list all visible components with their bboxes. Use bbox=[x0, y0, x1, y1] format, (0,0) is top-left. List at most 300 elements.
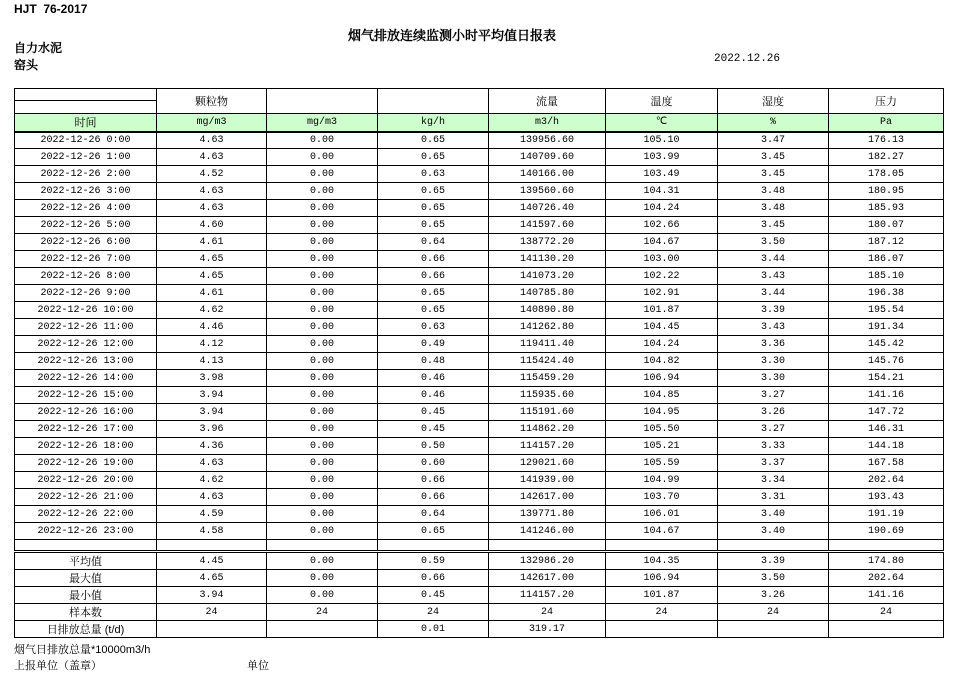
cell-value: 0.00 bbox=[267, 523, 378, 540]
cell-value: 3.33 bbox=[718, 438, 829, 455]
cell-value: 4.58 bbox=[157, 523, 267, 540]
reporting-unit-label: 上报单位（盖章） bbox=[14, 660, 102, 672]
cell-time: 2022-12-26 16:00 bbox=[15, 404, 157, 421]
cell-value: 3.27 bbox=[718, 387, 829, 404]
cell-value: 4.65 bbox=[157, 268, 267, 285]
cell-value: 24 bbox=[378, 604, 489, 621]
cell-value: 0.50 bbox=[378, 438, 489, 455]
table-row bbox=[15, 506, 944, 523]
cell-time: 2022-12-26 1:00 bbox=[15, 149, 157, 166]
empty-cell bbox=[267, 540, 378, 551]
cell-value: 138772.20 bbox=[489, 234, 606, 251]
cell-value: 114862.20 bbox=[489, 421, 606, 438]
cell-value: 0.00 bbox=[267, 553, 378, 570]
table-row bbox=[15, 523, 944, 540]
cell-value: 102.91 bbox=[606, 285, 718, 302]
cell-value: 3.43 bbox=[718, 319, 829, 336]
cell-value: 0.45 bbox=[378, 421, 489, 438]
empty-cell bbox=[489, 540, 606, 551]
cell-value: 115424.40 bbox=[489, 353, 606, 370]
cell-value: 0.63 bbox=[378, 166, 489, 183]
cell-value: 104.31 bbox=[606, 183, 718, 200]
cell-value: 0.66 bbox=[378, 489, 489, 506]
summary-label: 平均值 bbox=[15, 553, 157, 570]
cell-value: 0.00 bbox=[267, 489, 378, 506]
cell-value: 103.99 bbox=[606, 149, 718, 166]
column-group-header-pm: 颗粒物 bbox=[157, 89, 267, 114]
summary-label: 最小值 bbox=[15, 587, 157, 604]
cell-value: 106.94 bbox=[606, 370, 718, 387]
cell-value: 0.00 bbox=[267, 472, 378, 489]
cell-value: 0.00 bbox=[267, 438, 378, 455]
cell-value: 101.87 bbox=[606, 587, 718, 604]
cell-time: 2022-12-26 13:00 bbox=[15, 353, 157, 370]
cell-time: 2022-12-26 11:00 bbox=[15, 319, 157, 336]
cell-value: 0.49 bbox=[378, 336, 489, 353]
cell-value: 115191.60 bbox=[489, 404, 606, 421]
cell-value: 132986.20 bbox=[489, 553, 606, 570]
cell-value: 3.27 bbox=[718, 421, 829, 438]
cell-value: 103.49 bbox=[606, 166, 718, 183]
cell-time: 2022-12-26 9:00 bbox=[15, 285, 157, 302]
cell-time: 2022-12-26 15:00 bbox=[15, 387, 157, 404]
table-row bbox=[15, 302, 944, 319]
cell-value: 114157.20 bbox=[489, 587, 606, 604]
table-row bbox=[15, 285, 944, 302]
cell-value: 0.60 bbox=[378, 455, 489, 472]
blank-row bbox=[15, 540, 944, 551]
cell-value: 3.36 bbox=[718, 336, 829, 353]
cell-value: 4.61 bbox=[157, 285, 267, 302]
cell-value: 3.96 bbox=[157, 421, 267, 438]
cell-value: 0.65 bbox=[378, 132, 489, 149]
cell-value: 101.87 bbox=[606, 302, 718, 319]
cell-value: 0.63 bbox=[378, 319, 489, 336]
cell-value: 104.85 bbox=[606, 387, 718, 404]
cell-value bbox=[267, 621, 378, 638]
cell-value: 3.31 bbox=[718, 489, 829, 506]
column-group-row bbox=[15, 89, 944, 114]
cell-value: 3.26 bbox=[718, 404, 829, 421]
cell-value: 115935.60 bbox=[489, 387, 606, 404]
cell-time: 2022-12-26 2:00 bbox=[15, 166, 157, 183]
table-row bbox=[15, 336, 944, 353]
cell-value: 104.24 bbox=[606, 336, 718, 353]
unit-header-row bbox=[15, 114, 944, 132]
cell-value: 139956.60 bbox=[489, 132, 606, 149]
summary-table bbox=[14, 552, 944, 638]
table-row bbox=[15, 268, 944, 285]
cell-value: 154.21 bbox=[829, 370, 944, 387]
cell-value: 144.18 bbox=[829, 438, 944, 455]
cell-value: 105.50 bbox=[606, 421, 718, 438]
cell-value: 0.59 bbox=[378, 553, 489, 570]
cell-value: 191.34 bbox=[829, 319, 944, 336]
cell-value: 0.65 bbox=[378, 183, 489, 200]
cell-value: 104.67 bbox=[606, 234, 718, 251]
cell-value: 141939.00 bbox=[489, 472, 606, 489]
cell-value: 0.48 bbox=[378, 353, 489, 370]
cell-value: 0.00 bbox=[267, 166, 378, 183]
cell-value: 104.24 bbox=[606, 200, 718, 217]
cell-value: 141130.20 bbox=[489, 251, 606, 268]
cell-value: 202.64 bbox=[829, 472, 944, 489]
cell-value: 3.43 bbox=[718, 268, 829, 285]
cell-value bbox=[157, 621, 267, 638]
table-row bbox=[15, 319, 944, 336]
cell-value: 119411.40 bbox=[489, 336, 606, 353]
cell-value: 3.30 bbox=[718, 353, 829, 370]
unit-header-percent: % bbox=[718, 114, 829, 132]
cell-value: 4.63 bbox=[157, 455, 267, 472]
cell-value: 4.36 bbox=[157, 438, 267, 455]
cell-value: 4.13 bbox=[157, 353, 267, 370]
unit-header-pa: Pa bbox=[829, 114, 944, 132]
cell-value: 167.58 bbox=[829, 455, 944, 472]
cell-value: 147.72 bbox=[829, 404, 944, 421]
cell-value: 4.62 bbox=[157, 472, 267, 489]
cell-value: 4.60 bbox=[157, 217, 267, 234]
cell-value: 3.48 bbox=[718, 183, 829, 200]
cell-value: 3.45 bbox=[718, 166, 829, 183]
cell-value: 0.00 bbox=[267, 506, 378, 523]
cell-value: 196.38 bbox=[829, 285, 944, 302]
table-row bbox=[15, 387, 944, 404]
column-group-header-flow: 流量 bbox=[489, 89, 606, 114]
summary-row bbox=[15, 553, 944, 570]
cell-value: 0.00 bbox=[267, 217, 378, 234]
cell-value: 4.63 bbox=[157, 200, 267, 217]
cell-value: 140709.60 bbox=[489, 149, 606, 166]
cell-time: 2022-12-26 3:00 bbox=[15, 183, 157, 200]
cell-value: 24 bbox=[718, 604, 829, 621]
cell-value: 129021.60 bbox=[489, 455, 606, 472]
cell-value: 0.46 bbox=[378, 387, 489, 404]
cell-value: 187.12 bbox=[829, 234, 944, 251]
table-row bbox=[15, 353, 944, 370]
table-row bbox=[15, 200, 944, 217]
cell-value: 141073.20 bbox=[489, 268, 606, 285]
cell-value: 4.12 bbox=[157, 336, 267, 353]
cell-time: 2022-12-26 20:00 bbox=[15, 472, 157, 489]
cell-value: 24 bbox=[157, 604, 267, 621]
summary-row bbox=[15, 570, 944, 587]
cell-value: 115459.20 bbox=[489, 370, 606, 387]
cell-value: 3.26 bbox=[718, 587, 829, 604]
cell-value: 0.00 bbox=[267, 570, 378, 587]
cell-value: 0.65 bbox=[378, 523, 489, 540]
cell-value: 141.16 bbox=[829, 387, 944, 404]
cell-value: 0.45 bbox=[378, 404, 489, 421]
cell-value: 24 bbox=[267, 604, 378, 621]
empty-cell bbox=[378, 540, 489, 551]
cell-value: 0.45 bbox=[378, 587, 489, 604]
empty-cell bbox=[718, 540, 829, 551]
cell-value: 140890.80 bbox=[489, 302, 606, 319]
table-row bbox=[15, 404, 944, 421]
cell-value: 0.00 bbox=[267, 149, 378, 166]
cell-value: 104.95 bbox=[606, 404, 718, 421]
cell-value: 0.00 bbox=[267, 183, 378, 200]
summary-label: 日排放总量 (t/d) bbox=[15, 621, 157, 638]
report-table bbox=[14, 88, 944, 551]
table-row bbox=[15, 149, 944, 166]
cell-value: 3.50 bbox=[718, 234, 829, 251]
cell-value: 191.19 bbox=[829, 506, 944, 523]
summary-rows bbox=[15, 553, 944, 638]
table-row bbox=[15, 251, 944, 268]
cell-value: 3.94 bbox=[157, 404, 267, 421]
cell-value: 4.65 bbox=[157, 251, 267, 268]
cell-value: 145.76 bbox=[829, 353, 944, 370]
cell-value: 0.65 bbox=[378, 217, 489, 234]
cell-value: 0.00 bbox=[267, 404, 378, 421]
table-row bbox=[15, 217, 944, 234]
summary-label: 样本数 bbox=[15, 604, 157, 621]
table-row bbox=[15, 234, 944, 251]
cell-value: 0.65 bbox=[378, 200, 489, 217]
cell-value: 3.48 bbox=[718, 200, 829, 217]
cell-value: 3.45 bbox=[718, 217, 829, 234]
cell-value: 0.00 bbox=[267, 251, 378, 268]
cell-time: 2022-12-26 12:00 bbox=[15, 336, 157, 353]
cell-value: 24 bbox=[829, 604, 944, 621]
cell-value: 106.94 bbox=[606, 570, 718, 587]
cell-value: 140166.00 bbox=[489, 166, 606, 183]
cell-value: 102.66 bbox=[606, 217, 718, 234]
unit-header-m3h: m3/h bbox=[489, 114, 606, 132]
cell-time: 2022-12-26 0:00 bbox=[15, 132, 157, 149]
cell-value bbox=[718, 621, 829, 638]
cell-value: 105.10 bbox=[606, 132, 718, 149]
cell-value: 139560.60 bbox=[489, 183, 606, 200]
cell-value: 174.80 bbox=[829, 553, 944, 570]
empty-cell bbox=[606, 540, 718, 551]
cell-value: 0.00 bbox=[267, 370, 378, 387]
summary-row bbox=[15, 621, 944, 638]
cell-value: 141262.80 bbox=[489, 319, 606, 336]
cell-value: 180.07 bbox=[829, 217, 944, 234]
cell-value bbox=[829, 621, 944, 638]
cell-value: 0.64 bbox=[378, 506, 489, 523]
cell-value: 0.00 bbox=[267, 387, 378, 404]
cell-value: 102.22 bbox=[606, 268, 718, 285]
cell-value: 0.66 bbox=[378, 268, 489, 285]
unit-label: 单位 bbox=[247, 660, 269, 672]
cell-value: 104.67 bbox=[606, 523, 718, 540]
table-row bbox=[15, 370, 944, 387]
cell-value: 104.99 bbox=[606, 472, 718, 489]
cell-value: 0.65 bbox=[378, 149, 489, 166]
cell-value: 0.01 bbox=[378, 621, 489, 638]
cell-value: 0.66 bbox=[378, 251, 489, 268]
cell-value: 4.46 bbox=[157, 319, 267, 336]
cell-value: 0.00 bbox=[267, 234, 378, 251]
unit-header-celsius: ℃ bbox=[606, 114, 718, 132]
standard-code: HJT 76-2017 bbox=[14, 2, 88, 16]
unit-header-mgm3-2: mg/m3 bbox=[267, 114, 378, 132]
monitoring-point-name: 窑头 bbox=[14, 58, 39, 72]
cell-value: 4.59 bbox=[157, 506, 267, 523]
cell-value: 105.21 bbox=[606, 438, 718, 455]
table-row bbox=[15, 438, 944, 455]
cell-value: 319.17 bbox=[489, 621, 606, 638]
unit-header-mgm3-1: mg/m3 bbox=[157, 114, 267, 132]
table-row bbox=[15, 455, 944, 472]
corner-cell bbox=[15, 89, 157, 114]
cell-value: 0.00 bbox=[267, 285, 378, 302]
cell-time: 2022-12-26 21:00 bbox=[15, 489, 157, 506]
cell-time: 2022-12-26 22:00 bbox=[15, 506, 157, 523]
cell-value: 0.00 bbox=[267, 268, 378, 285]
cell-value: 0.00 bbox=[267, 455, 378, 472]
cell-value: 3.47 bbox=[718, 132, 829, 149]
cell-value: 114157.20 bbox=[489, 438, 606, 455]
cell-value: 4.62 bbox=[157, 302, 267, 319]
cell-value: 0.66 bbox=[378, 472, 489, 489]
cell-time: 2022-12-26 6:00 bbox=[15, 234, 157, 251]
cell-value: 180.95 bbox=[829, 183, 944, 200]
cell-value: 140785.80 bbox=[489, 285, 606, 302]
empty-cell bbox=[829, 540, 944, 551]
data-rows bbox=[15, 89, 944, 551]
cell-value: 141246.00 bbox=[489, 523, 606, 540]
cell-value: 4.65 bbox=[157, 570, 267, 587]
cell-time: 2022-12-26 7:00 bbox=[15, 251, 157, 268]
cell-value: 0.00 bbox=[267, 421, 378, 438]
cell-value: 24 bbox=[606, 604, 718, 621]
cell-value: 0.00 bbox=[267, 353, 378, 370]
cell-value: 3.34 bbox=[718, 472, 829, 489]
cell-value: 3.39 bbox=[718, 302, 829, 319]
cell-value: 0.00 bbox=[267, 319, 378, 336]
summary-row bbox=[15, 587, 944, 604]
time-column-header: 时间 bbox=[15, 114, 157, 132]
summary-label: 最大值 bbox=[15, 570, 157, 587]
cell-value: 193.43 bbox=[829, 489, 944, 506]
cell-value: 3.40 bbox=[718, 506, 829, 523]
empty-cell bbox=[157, 540, 267, 551]
cell-value: 186.07 bbox=[829, 251, 944, 268]
cell-time: 2022-12-26 19:00 bbox=[15, 455, 157, 472]
cell-value: 0.65 bbox=[378, 302, 489, 319]
cell-value: 3.37 bbox=[718, 455, 829, 472]
flow-total-note: 烟气日排放总量*10000m3/h bbox=[14, 644, 151, 656]
cell-time: 2022-12-26 18:00 bbox=[15, 438, 157, 455]
column-group-header-pressure: 压力 bbox=[829, 89, 944, 114]
cell-time: 2022-12-26 23:00 bbox=[15, 523, 157, 540]
cell-value: 145.42 bbox=[829, 336, 944, 353]
cell-value: 104.45 bbox=[606, 319, 718, 336]
cell-time: 2022-12-26 8:00 bbox=[15, 268, 157, 285]
unit-header-kgh: kg/h bbox=[378, 114, 489, 132]
cell-value: 3.94 bbox=[157, 387, 267, 404]
cell-value: 146.31 bbox=[829, 421, 944, 438]
cell-value: 4.63 bbox=[157, 132, 267, 149]
cell-value: 141597.60 bbox=[489, 217, 606, 234]
column-group-header-humidity: 湿度 bbox=[718, 89, 829, 114]
cell-value: 0.00 bbox=[267, 336, 378, 353]
cell-value: 3.98 bbox=[157, 370, 267, 387]
column-group-header-blank1 bbox=[267, 89, 378, 114]
cell-value: 24 bbox=[489, 604, 606, 621]
cell-value: 142617.00 bbox=[489, 570, 606, 587]
cell-value: 103.00 bbox=[606, 251, 718, 268]
cell-time: 2022-12-26 14:00 bbox=[15, 370, 157, 387]
cell-value: 106.01 bbox=[606, 506, 718, 523]
cell-value: 4.63 bbox=[157, 489, 267, 506]
cell-value: 176.13 bbox=[829, 132, 944, 149]
report-title: 烟气排放连续监测小时平均值日报表 bbox=[348, 28, 557, 43]
cell-value: 0.00 bbox=[267, 302, 378, 319]
cell-value: 3.94 bbox=[157, 587, 267, 604]
cell-value: 178.05 bbox=[829, 166, 944, 183]
cell-value: 190.69 bbox=[829, 523, 944, 540]
cell-value: 139771.80 bbox=[489, 506, 606, 523]
cell-value: 103.70 bbox=[606, 489, 718, 506]
cell-value: 0.46 bbox=[378, 370, 489, 387]
table-row bbox=[15, 183, 944, 200]
cell-value: 104.82 bbox=[606, 353, 718, 370]
cell-value: 3.45 bbox=[718, 149, 829, 166]
cell-time: 2022-12-26 4:00 bbox=[15, 200, 157, 217]
cell-value: 0.00 bbox=[267, 587, 378, 604]
cell-value: 0.00 bbox=[267, 132, 378, 149]
cell-value: 4.63 bbox=[157, 149, 267, 166]
cell-value: 140726.40 bbox=[489, 200, 606, 217]
cell-value: 104.35 bbox=[606, 553, 718, 570]
cell-value: 182.27 bbox=[829, 149, 944, 166]
cell-value: 3.39 bbox=[718, 553, 829, 570]
column-group-header-temperature: 温度 bbox=[606, 89, 718, 114]
table-row bbox=[15, 489, 944, 506]
cell-time: 2022-12-26 10:00 bbox=[15, 302, 157, 319]
cell-value: 105.59 bbox=[606, 455, 718, 472]
table-row bbox=[15, 166, 944, 183]
table-row bbox=[15, 472, 944, 489]
table-row bbox=[15, 421, 944, 438]
cell-value: 185.93 bbox=[829, 200, 944, 217]
cell-value: 0.65 bbox=[378, 285, 489, 302]
cell-value: 3.50 bbox=[718, 570, 829, 587]
cell-value: 202.64 bbox=[829, 570, 944, 587]
cell-value: 142617.00 bbox=[489, 489, 606, 506]
cell-value: 0.66 bbox=[378, 570, 489, 587]
cell-time: 2022-12-26 17:00 bbox=[15, 421, 157, 438]
cell-value: 141.16 bbox=[829, 587, 944, 604]
report-date: 2022.12.26 bbox=[714, 53, 781, 65]
empty-cell bbox=[15, 540, 157, 551]
cell-value: 4.63 bbox=[157, 183, 267, 200]
cell-value: 0.00 bbox=[267, 200, 378, 217]
cell-value bbox=[606, 621, 718, 638]
cell-value: 4.52 bbox=[157, 166, 267, 183]
cell-value: 4.61 bbox=[157, 234, 267, 251]
summary-row bbox=[15, 604, 944, 621]
cell-value: 3.44 bbox=[718, 285, 829, 302]
cell-value: 0.64 bbox=[378, 234, 489, 251]
column-group-header-blank2 bbox=[378, 89, 489, 114]
cell-value: 3.40 bbox=[718, 523, 829, 540]
cell-value: 3.44 bbox=[718, 251, 829, 268]
company-name: 自力水泥 bbox=[14, 41, 63, 55]
table-row bbox=[15, 132, 944, 149]
cell-value: 3.30 bbox=[718, 370, 829, 387]
cell-value: 4.45 bbox=[157, 553, 267, 570]
cell-time: 2022-12-26 5:00 bbox=[15, 217, 157, 234]
cell-value: 185.10 bbox=[829, 268, 944, 285]
cell-value: 195.54 bbox=[829, 302, 944, 319]
